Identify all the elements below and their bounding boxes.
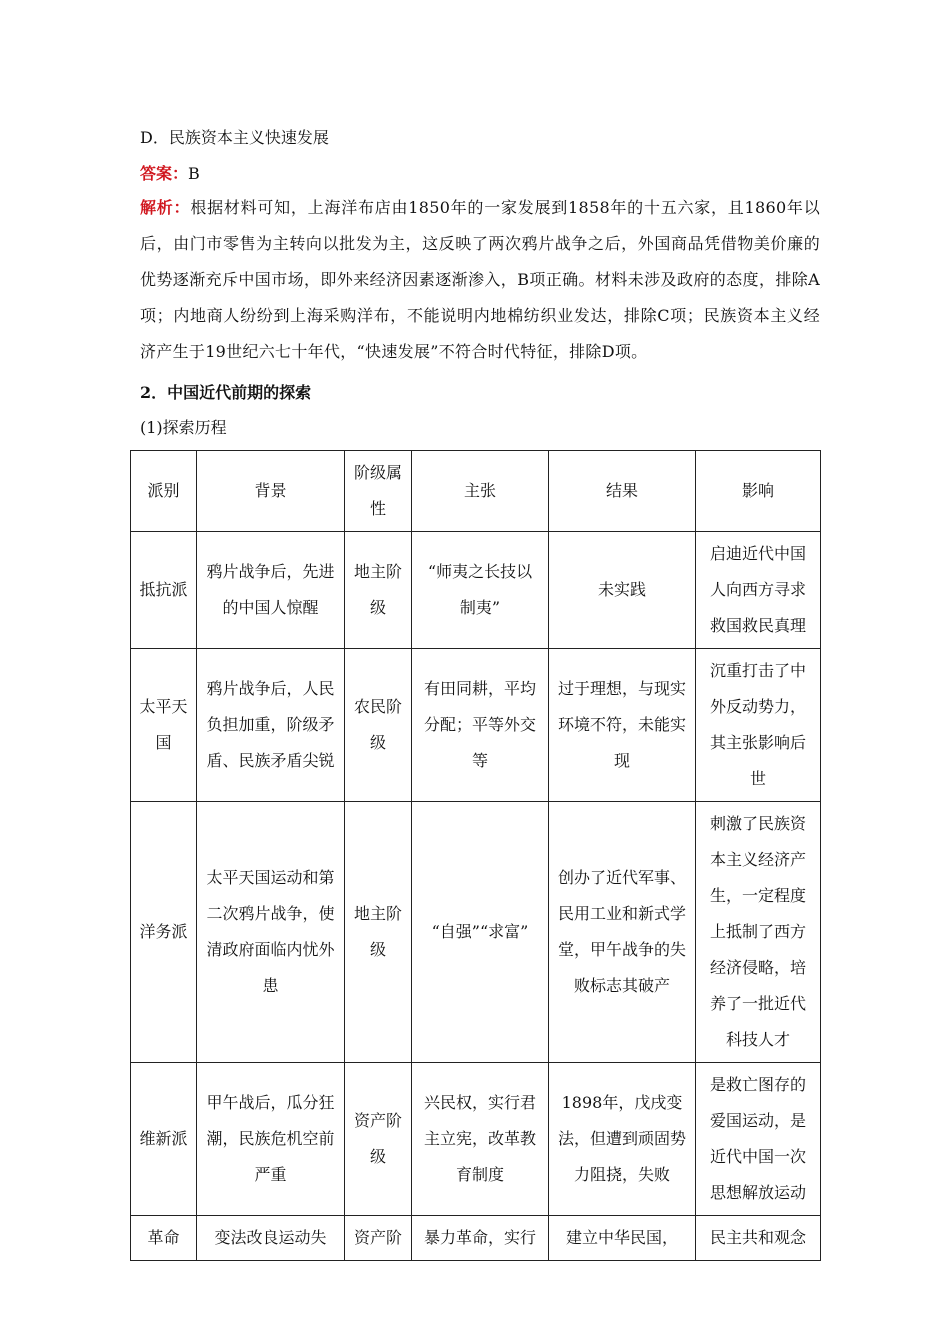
table-cell: 是救亡图存的爱国运动，是近代中国一次思想解放运动 bbox=[696, 1063, 821, 1216]
table-cell: 地主阶级 bbox=[345, 532, 412, 649]
table-cell: 抵抗派 bbox=[131, 532, 197, 649]
option-d: D．民族资本主义快速发展 bbox=[140, 128, 329, 147]
subsection-title: (1)探索历程 bbox=[140, 418, 227, 437]
table-cell: 刺激了民族资本主义经济产生，一定程度上抵制了西方经济侵略，培养了一批近代科技人才 bbox=[696, 802, 821, 1063]
table-cell: 太平天国运动和第二次鸦片战争，使清政府面临内忧外患 bbox=[197, 802, 345, 1063]
table-row bbox=[131, 1063, 821, 1216]
table-cell: 资产阶级 bbox=[345, 1063, 412, 1216]
analysis-paragraph bbox=[140, 190, 820, 370]
table-cell: 鸦片战争后，人民负担加重，阶级矛盾、民族矛盾尖锐 bbox=[197, 649, 345, 802]
analysis-label: 解析： bbox=[140, 198, 191, 217]
table-cell: 启迪近代中国人向西方寻求救国救民真理 bbox=[696, 532, 821, 649]
table-cell: 维新派 bbox=[131, 1063, 197, 1216]
table-cell: “自强”“求富” bbox=[412, 802, 549, 1063]
table-header-row bbox=[131, 451, 821, 532]
table-cell: 甲午战后，瓜分狂潮，民族危机空前严重 bbox=[197, 1063, 345, 1216]
table-row bbox=[131, 532, 821, 649]
section-title: 2．中国近代前期的探索 bbox=[140, 383, 312, 402]
answer-line bbox=[140, 164, 200, 184]
table-cell: 农民阶级 bbox=[345, 649, 412, 802]
table-row bbox=[131, 1216, 821, 1261]
table-cell: 暴力革命，实行 bbox=[412, 1216, 549, 1261]
answer-label: 答案： bbox=[140, 164, 189, 183]
table-cell: 太平天国 bbox=[131, 649, 197, 802]
header-cell: 主张 bbox=[412, 451, 549, 532]
header-cell: 影响 bbox=[696, 451, 821, 532]
table-cell: 变法改良运动失 bbox=[197, 1216, 345, 1261]
header-cell: 阶级属性 bbox=[345, 451, 412, 532]
table-cell: 有田同耕，平均分配；平等外交等 bbox=[412, 649, 549, 802]
table-cell: 建立中华民国， bbox=[549, 1216, 696, 1261]
table-row bbox=[131, 649, 821, 802]
table-cell: “师夷之长技以制夷” bbox=[412, 532, 549, 649]
exploration-table bbox=[130, 450, 821, 1261]
answer-value: B bbox=[188, 164, 200, 183]
table-cell: 资产阶 bbox=[345, 1216, 412, 1261]
table-cell: 1898年，戊戌变法，但遭到顽固势力阻挠，失败 bbox=[549, 1063, 696, 1216]
table-cell: 沉重打击了中外反动势力，其主张影响后世 bbox=[696, 649, 821, 802]
table-cell: 民主共和观念 bbox=[696, 1216, 821, 1261]
table-cell: 未实践 bbox=[549, 532, 696, 649]
table-cell: 鸦片战争后，先进的中国人惊醒 bbox=[197, 532, 345, 649]
analysis-text: 根据材料可知，上海洋布店由1850年的一家发展到1858年的十五六家，且1860年以后，由门市零售为主转向以批发为主，这反映了两次鸦片战争之后，外国商品凭借物美价廉的优势逐渐充斥中国市场，即外来经济因素逐渐渗入，B项正确。材料未涉及政府的态度，排除A项；内地商人纷纷到上海采购洋布，不能说明内地棉纺织业发达，排除C项；民族资本主义经济产生于19世纪六七十年代，“快速发展”不符合时代特征，排除D项。 bbox=[140, 198, 820, 361]
header-cell: 派别 bbox=[131, 451, 197, 532]
table-cell: 过于理想，与现实环境不符，未能实现 bbox=[549, 649, 696, 802]
table-cell: 创办了近代军事、民用工业和新式学堂，甲午战争的失败标志其破产 bbox=[549, 802, 696, 1063]
header-cell: 结果 bbox=[549, 451, 696, 532]
table-cell: 洋务派 bbox=[131, 802, 197, 1063]
header-cell: 背景 bbox=[197, 451, 345, 532]
table-cell: 兴民权，实行君主立宪，改革教育制度 bbox=[412, 1063, 549, 1216]
table-cell: 地主阶级 bbox=[345, 802, 412, 1063]
table-row bbox=[131, 802, 821, 1063]
table-cell: 革命 bbox=[131, 1216, 197, 1261]
